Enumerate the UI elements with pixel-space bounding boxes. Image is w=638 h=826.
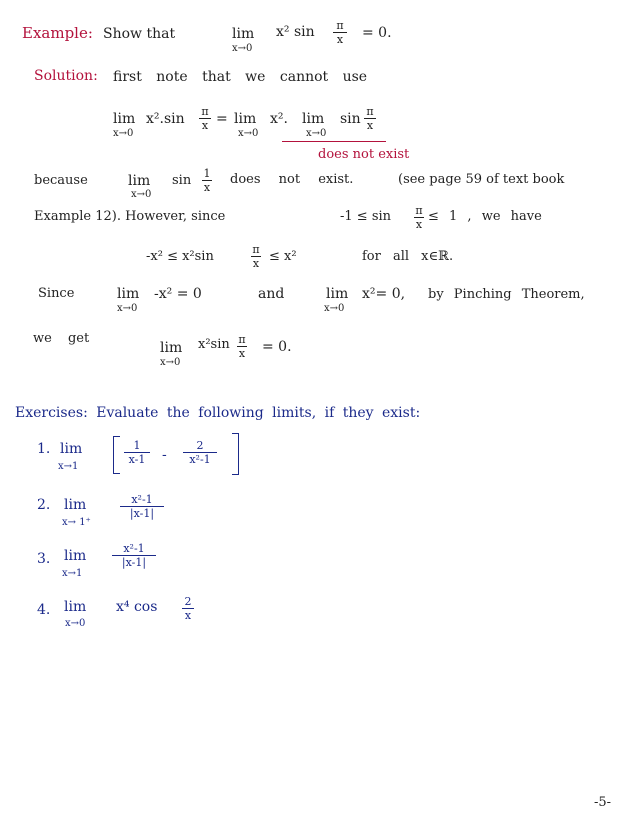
solution-expr-2: x².: [270, 111, 288, 127]
because-text: does not exist.: [230, 172, 354, 187]
since-expr-1: -x² = 0: [154, 286, 202, 302]
because-fraction: 1 x: [203, 167, 211, 194]
example-equals: = 0.: [362, 25, 392, 41]
because-word: because: [34, 173, 88, 188]
solution-fraction-1: π x: [199, 106, 211, 131]
exercise-2-lim: lim: [64, 497, 87, 513]
inequality-fraction: π x: [415, 204, 423, 231]
solution-fraction-3: π x: [364, 106, 376, 131]
exercise-1-sub: x→1: [58, 461, 79, 472]
example-statement: Show that: [103, 26, 176, 42]
example-label: Example:: [22, 24, 93, 42]
example-expr: x² sin: [276, 24, 315, 40]
exercise-4-fraction: 2 x: [182, 596, 194, 621]
exercise-1-minus: -: [162, 447, 167, 463]
squeeze-left: -x² ≤ x²sin: [146, 249, 214, 264]
because-lim: lim: [128, 173, 151, 189]
solution-lim-3-sub: x→0: [306, 128, 327, 139]
squeeze-fraction: π x: [252, 243, 260, 270]
exercises-heading: Exercises: Evaluate the following limits, if they exist:: [15, 405, 421, 421]
since-and: and: [258, 286, 285, 302]
solution-lim-2-sub: x→0: [238, 128, 259, 139]
solution-lim-1-sub: x→0: [113, 128, 134, 139]
squeeze-right: ≤ x²: [269, 249, 297, 264]
does-not-exist-note: does not exist: [318, 147, 410, 162]
solution-label: Solution:: [34, 68, 98, 84]
exercise-3-sub: x→1: [62, 568, 83, 579]
conclusion-equals: = 0.: [262, 339, 292, 355]
exercise-2-fraction: x²-1 |x-1|: [120, 494, 164, 519]
example-lim: lim: [232, 26, 255, 42]
exercise-2-sub: x→ 1⁺: [62, 517, 91, 528]
conclusion-lim-sub: x→0: [160, 357, 181, 368]
example-lim-sub: x→0: [232, 43, 253, 54]
however-line: Example 12). However, since: [34, 209, 226, 224]
exercise-1-fraction-1: 1 x-1: [124, 440, 150, 465]
solution-lim-1: lim: [113, 111, 136, 127]
exercise-4-lim: lim: [64, 599, 87, 615]
solution-equals: =: [216, 111, 228, 127]
left-bracket: [113, 436, 120, 474]
exercise-4-sub: x→0: [65, 618, 86, 629]
for-all-x: for all x∈ℝ.: [362, 249, 454, 264]
solution-text: first note that we cannot use: [113, 69, 368, 85]
exercise-1-lim: lim: [60, 441, 83, 457]
we-get: we get: [33, 331, 90, 346]
because-sin: sin: [172, 173, 192, 188]
conclusion-fraction: π x: [238, 333, 246, 360]
exercise-2-number: 2.: [37, 497, 51, 513]
exercise-3-fraction: x²-1 |x-1|: [112, 543, 156, 568]
exercise-4-number: 4.: [37, 602, 51, 618]
since-lim-2: lim: [326, 286, 349, 302]
since-lim-2-sub: x→0: [324, 303, 345, 314]
exercise-3-number: 3.: [37, 551, 51, 567]
conclusion-expr: x²sin: [198, 337, 230, 352]
exercise-1-number: 1.: [37, 441, 51, 457]
since-expr-2: x²= 0,: [362, 286, 406, 302]
exercise-1-fraction-2: 2 x²-1: [183, 440, 217, 465]
pinching-theorem: by Pinching Theorem,: [428, 287, 585, 302]
solution-lim-3: lim: [302, 111, 325, 127]
textbook-reference: (see page 59 of text book: [398, 172, 565, 187]
exercise-3-lim: lim: [64, 548, 87, 564]
inequality-right: ≤ 1 , we have: [428, 209, 542, 224]
since-word: Since: [38, 286, 75, 301]
page-number: -5-: [594, 795, 612, 810]
since-lim-1: lim: [117, 286, 140, 302]
inequality-left: -1 ≤ sin: [340, 209, 392, 224]
exercise-4-expr: x⁴ cos: [116, 599, 158, 615]
example-fraction: π x: [333, 20, 347, 45]
does-not-exist-underline: [282, 141, 386, 142]
conclusion-lim: lim: [160, 340, 183, 356]
solution-expr-3: sin: [340, 111, 361, 127]
solution-expr-1: x².sin: [146, 111, 185, 127]
because-lim-sub: x→0: [131, 189, 152, 200]
solution-lim-2: lim: [234, 111, 257, 127]
since-lim-1-sub: x→0: [117, 303, 138, 314]
right-bracket: [232, 433, 239, 475]
